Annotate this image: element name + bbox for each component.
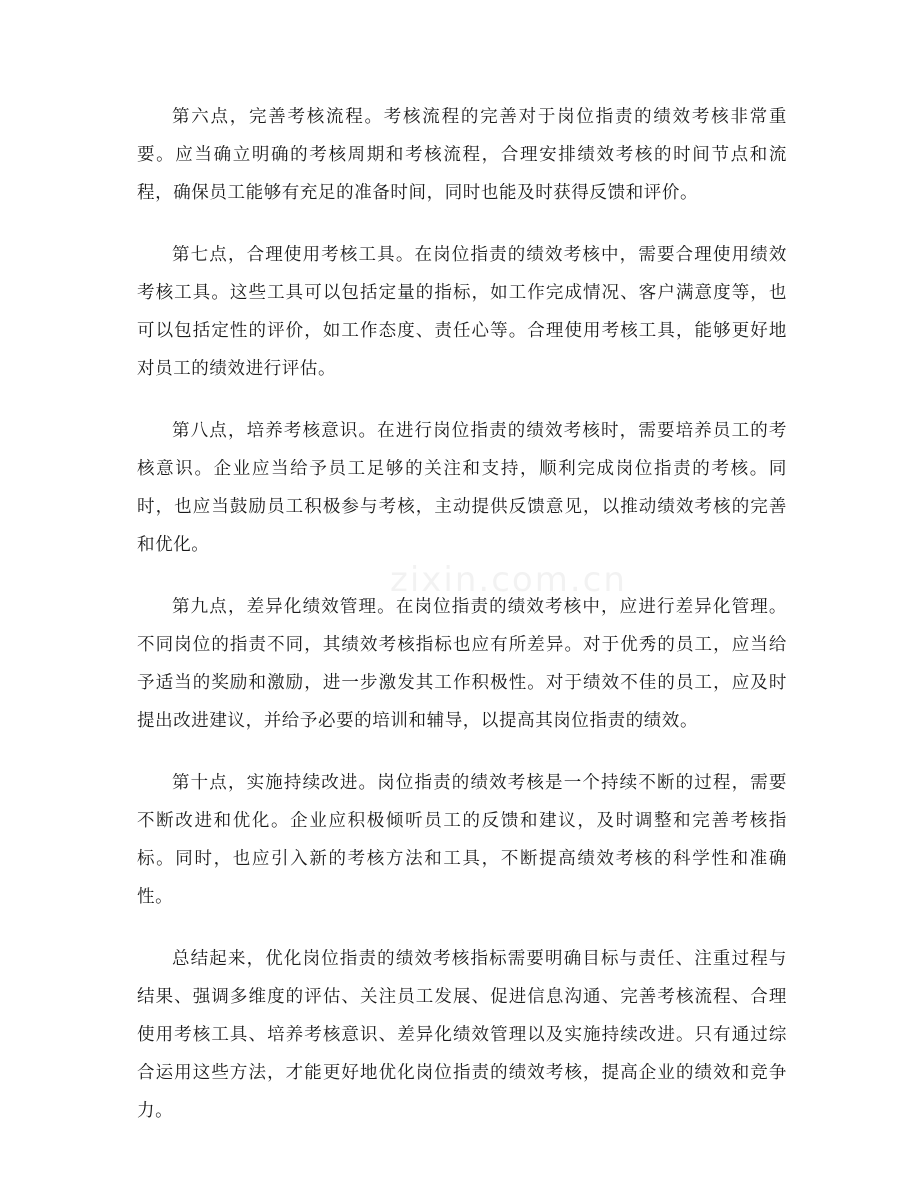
paragraph-summary: 总结起来，优化岗位指责的绩效考核指标需要明确目标与责任、注重过程与结果、强调多维度的评估、关注员工发展、促进信息沟通、完善考核流程、合理使用考核工具、培养考核意识、差异化绩效管理以及实施持续改进。只有通过综合运用这些方法，才能更好地优化岗位指责的绩效考核，提高企业的绩效和竞争力。	[137, 949, 787, 1121]
paragraph-point-10: 第十点，实施持续改进。岗位指责的绩效考核是一个持续不断的过程，需要不断改进和优化。企业应积极倾听员工的反馈和建议，及时调整和完善考核指标。同时，也应引入新的考核方法和工具，不断提高绩效考核的科学性和准确性。	[137, 773, 787, 907]
paragraph-point-6: 第六点，完善考核流程。考核流程的完善对于岗位指责的绩效考核非常重要。应当确立明确的考核周期和考核流程，合理安排绩效考核的时间节点和流程，确保员工能够有充足的准备时间，同时也能及时获得反馈和评价。	[137, 107, 787, 203]
document-body	[137, 98, 787, 1154]
watermark: zixin.com.cn	[390, 560, 627, 600]
paragraph-point-9: 第九点，差异化绩效管理。在岗位指责的绩效考核中，应进行差异化管理。不同岗位的指责不同，其绩效考核指标也应有所差异。对于优秀的员工，应当给予适当的奖励和激励，进一步激发其工作积极性。对于绩效不佳的员工，应及时提出改进建议，并给予必要的培训和辅导，以提高其岗位指责的绩效。	[137, 597, 787, 731]
paragraph-point-7: 第七点，合理使用考核工具。在岗位指责的绩效考核中，需要合理使用绩效考核工具。这些工具可以包括定量的指标，如工作完成情况、客户满意度等，也可以包括定性的评价，如工作态度、责任心等。合理使用考核工具，能够更好地对员工的绩效进行评估。	[137, 245, 787, 379]
paragraph-point-8: 第八点，培养考核意识。在进行岗位指责的绩效考核时，需要培养员工的考核意识。企业应当给予员工足够的关注和支持，顺利完成岗位指责的考核。同时，也应当鼓励员工积极参与考核，主动提供反馈意见，以推动绩效考核的完善和优化。	[137, 421, 787, 555]
